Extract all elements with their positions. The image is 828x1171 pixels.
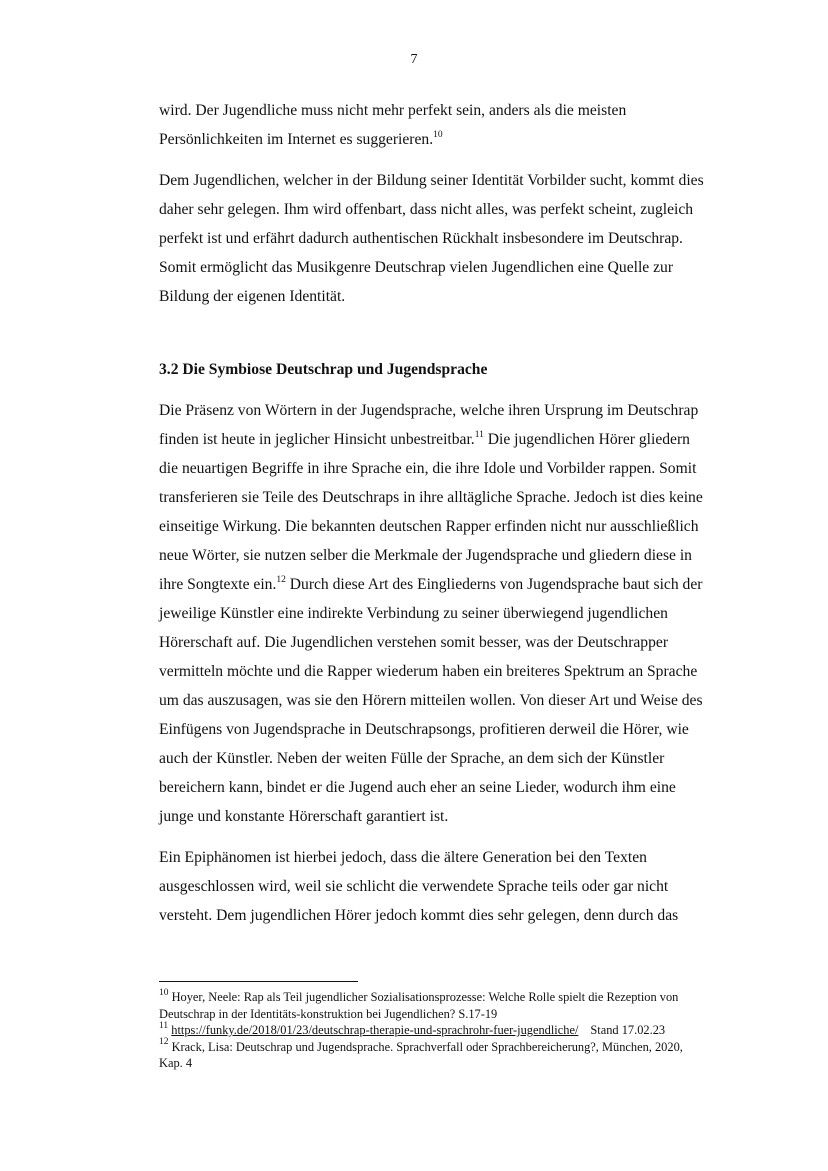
page-number: 7	[410, 52, 418, 67]
footnote-number: 11	[159, 1020, 169, 1031]
footnote-ref-10[interactable]: 10	[433, 129, 443, 140]
text-line: Bildung der eigenen Identität.	[159, 288, 346, 305]
footnote-link[interactable]: https://funky.de/2018/01/23/deutschrap-therapie-und-sprachrohr-fuer-jugendliche/	[171, 1023, 579, 1037]
footnote-number: 10	[159, 987, 169, 998]
text-line: um das auszusagen, was sie den Hörern mitteilen wollen. Von dieser Art und Weise des	[159, 692, 703, 709]
text-fragment: Durch diese Art des Eingliederns von Jugendsprache baut sich der	[285, 576, 703, 593]
footnote-12	[159, 1039, 749, 1072]
footnote-date: Stand 17.02.23	[590, 1023, 666, 1037]
text-line	[159, 425, 745, 454]
footnote-line: Deutschrap in der Identitäts-konstruktion bei Jugendlichen? S.17-19	[159, 1006, 498, 1021]
text-line: Dem Jugendlichen, welcher in der Bildung seiner Identität Vorbilder sucht, kommt dies	[159, 172, 704, 189]
footnote-number: 12	[159, 1037, 169, 1048]
text-line: auch der Künstler. Neben der weiten Fülle der Sprache, an dem sich der Künstler	[159, 750, 665, 767]
text-line: ausgeschlossen wird, weil sie schlicht die verwendete Sprache teils oder gar nicht	[159, 878, 669, 895]
footnote-line	[159, 989, 749, 1006]
text-line	[159, 570, 745, 599]
text-line: Ein Epiphänomen ist hierbei jedoch, dass die ältere Generation bei den Texten	[159, 849, 647, 866]
paragraph-2	[159, 166, 745, 311]
footnote-divider	[159, 981, 358, 982]
body-text	[159, 96, 745, 930]
footnote-10	[159, 989, 749, 1022]
text-fragment: Die jugendlichen Hörer gliedern	[483, 431, 690, 448]
footnote-line: Kap. 4	[159, 1056, 193, 1070]
text-line: daher sehr gelegen. Ihm wird offenbart, dass nicht alles, was perfekt scheint, zugleich	[159, 201, 694, 218]
footnote-ref-11[interactable]: 11	[474, 429, 484, 440]
text-line: Hörerschaft auf. Die Jugendlichen verstehen somit besser, was der Deutschrapper	[159, 634, 669, 651]
paragraph-1	[159, 96, 745, 154]
footnote-11	[159, 1022, 749, 1039]
footnote-text: Krack, Lisa: Deutschrap und Jugendsprache. Sprachverfall oder Sprachbereicherung?, München, 2020,	[168, 1039, 683, 1054]
text-line: jeweilige Künstler eine indirekte Verbindung zu seiner überwiegend jugendlichen	[159, 605, 668, 622]
text-line: versteht. Dem jugendlichen Hörer jedoch kommt dies sehr gelegen, denn durch das	[159, 907, 679, 924]
text-line: Die Präsenz von Wörtern in der Jugendsprache, welche ihren Ursprung im Deutschrap	[159, 402, 699, 419]
footnotes	[159, 989, 749, 1072]
text-fragment: Persönlichkeiten im Internet es suggerieren.	[159, 131, 434, 148]
text-line: vermitteln möchte und die Rapper wiederum haben ein breiteres Spektrum an Sprache	[159, 663, 698, 680]
text-line: wird. Der Jugendliche muss nicht mehr perfekt sein, anders als die meisten	[159, 102, 627, 119]
section-heading: 3.2 Die Symbiose Deutschrap und Jugendsprache	[159, 361, 488, 378]
text-line	[159, 125, 745, 154]
text-line: neue Wörter, sie nutzen selber die Merkmale der Jugendsprache und gliedern diese in	[159, 547, 692, 564]
text-line: perfekt ist und erfährt dadurch authentischen Rückhalt insbesondere im Deutschrap.	[159, 230, 683, 247]
text-line: junge und konstante Hörerschaft garantiert ist.	[159, 808, 449, 825]
text-line: transferieren sie Teile des Deutschraps in ihre alltägliche Sprache. Jedoch ist dies keine	[159, 489, 703, 506]
footnote-text: Hoyer, Neele: Rap als Teil jugendlicher Sozialisationsprozesse: Welche Rolle spielt die Rezeption von	[168, 990, 679, 1004]
text-line: Einfügens von Jugendsprache in Deutschrapsongs, profitieren derweil die Hörer, wie	[159, 721, 689, 738]
paragraph-4	[159, 843, 745, 930]
text-line: die neuartigen Begriffe in ihre Sprache ein, die ihre Idole und Vorbilder rappen. Somit	[159, 460, 697, 477]
text-fragment: ihre Songtexte ein.	[159, 576, 277, 593]
footnote-line	[159, 1039, 749, 1056]
footnote-ref-12[interactable]: 12	[276, 574, 286, 585]
text-line: bereichern kann, bindet er die Jugend auch eher an seine Lieder, wodurch ihm eine	[159, 779, 676, 796]
text-line: Somit ermöglicht das Musikgenre Deutschrap vielen Jugendlichen eine Quelle zur	[159, 259, 674, 276]
footnote-line	[159, 1022, 749, 1039]
paragraph-3	[159, 396, 745, 831]
text-fragment: finden ist heute in jeglicher Hinsicht unbestreitbar.	[159, 431, 475, 448]
text-line: einseitige Wirkung. Die bekannten deutschen Rapper erfinden nicht nur ausschließlich	[159, 518, 699, 535]
